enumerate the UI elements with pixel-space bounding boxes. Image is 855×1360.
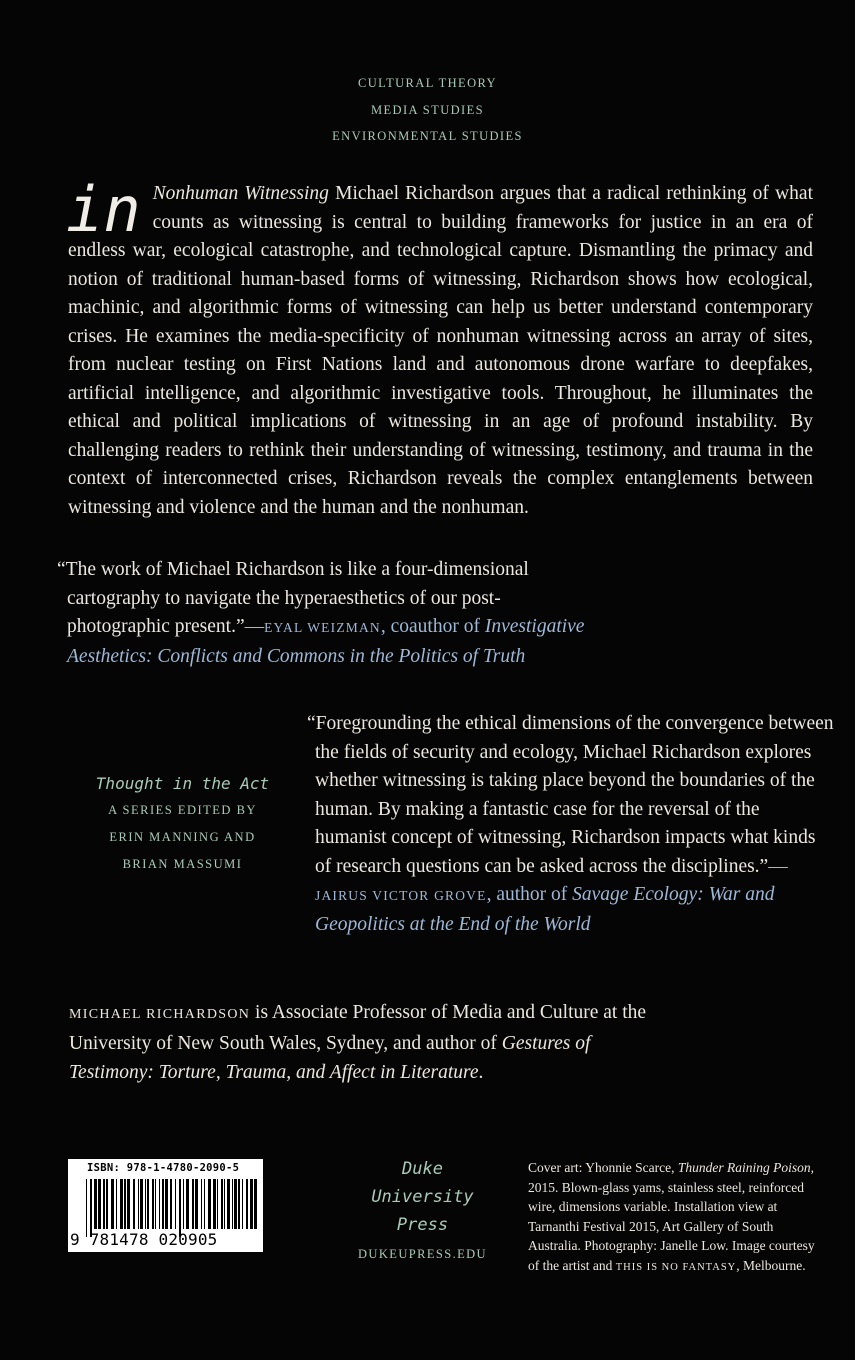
credits-prefix: Cover art: Yhonnie Scarce, — [528, 1160, 678, 1175]
category-media-studies: MEDIA STUDIES — [371, 102, 484, 117]
attribution-dash: — — [244, 616, 265, 637]
barcode-bar — [147, 1179, 149, 1229]
series-editor-line-1: A SERIES EDITED BY — [108, 803, 257, 817]
barcode-bar — [138, 1179, 139, 1229]
barcode-bar — [159, 1179, 160, 1229]
barcode-bar — [170, 1179, 172, 1229]
barcode-bar — [242, 1179, 243, 1229]
barcode-bar — [179, 1179, 181, 1237]
barcode-bar — [155, 1179, 156, 1229]
publisher-line-2: University — [371, 1187, 474, 1207]
book-title: Nonhuman Witnessing — [152, 183, 329, 204]
barcode-bar — [254, 1179, 257, 1229]
barcode-bar — [120, 1179, 123, 1229]
publisher-line-3: Press — [396, 1215, 449, 1235]
barcode-bar — [221, 1179, 223, 1229]
category-environmental-studies: ENVIRONMENTAL STUDIES — [332, 129, 523, 143]
description-text: Michael Richardson argues that a radical rethinking of what counts as witnessing is central to building frameworks for justice in an era of endless war, ecological catastrophe, and technological capture. Dismantling the primacy and notion of traditional human-based forms of witnessing, Richardson shows how ecological, machinic, and algorithmic forms of witnessing can help us better understand contemporary crises. He examines the media-specificity of nonhuman witnessing across an array of sites, from nuclear testing on First Nations land and autonomous drone warfare to deepfakes, artificial intelligence, and algorithmic investigative tools. Throughout, he illuminates the ethical and political implications of witnessing in an age of profound instability. By challenging readers to rethink their understanding of witnessing, testimony, and trauma in the context of interconnected crises, Richardson reveals the complex entanglements between witnessing and violence and the human and the nonhuman. — [68, 183, 813, 518]
barcode-bar — [227, 1179, 230, 1229]
barcode-bar — [186, 1179, 189, 1229]
gallery-name: THIS IS NO FANTASY — [615, 1261, 737, 1273]
barcode-bar — [246, 1179, 248, 1229]
barcode-bar — [232, 1179, 233, 1229]
endorser-work: Savage Ecology: War and Geopolitics at the End of the World — [315, 884, 775, 935]
endorser-role: , author of — [486, 884, 573, 905]
barcode-bar — [111, 1179, 114, 1229]
endorsement-quote-1 — [57, 556, 587, 671]
bio-end: . — [478, 1062, 484, 1083]
barcode-bar — [124, 1179, 126, 1229]
publisher-line-1: Duke — [402, 1159, 443, 1179]
barcode-bar — [213, 1179, 216, 1229]
endorser-name: EYAL WEIZMAN — [264, 620, 381, 635]
barcode-bar — [208, 1179, 211, 1229]
barcode-bar — [217, 1179, 218, 1229]
author-bio — [69, 998, 669, 1087]
barcode-bar — [224, 1179, 225, 1229]
barcode-bar — [140, 1179, 143, 1229]
barcode-bar — [152, 1179, 154, 1229]
quote-text: “Foregrounding the ethical dimensions of the convergence between the fields of security and ecology, Michael Richardson explores whether witnessing is taking place beyond the boundaries of the human. By making a fantastic case for the reversal of the humanist concept of witnessing, Richardson impacts what kinds of research questions can be asked across the disciplines.” — [307, 713, 834, 877]
endorser-work: Investigative Aesthetics: Conflicts and Commons in the Politics of Truth — [67, 616, 585, 667]
isbn-label: ISBN: 978-1-4780-2090-5 — [87, 1162, 240, 1174]
barcode-bar — [98, 1179, 101, 1229]
publisher-url: DUKEUPRESS.EDU — [358, 1247, 487, 1261]
credits-text: , 2015. Blown-glass yams, stainless steel, reinforced wire, dimensions variable. Installation view at Tarnanthi Festival 2015, Art Gallery of South Australia. Photography: Janelle Low. Image courtesy of the artist and — [528, 1160, 815, 1273]
barcode-bar — [201, 1179, 202, 1229]
attribution-dash: — — [768, 855, 788, 877]
barcode-bar — [127, 1179, 130, 1229]
barcode-bar — [195, 1179, 198, 1229]
cover-credits — [528, 1158, 828, 1277]
category-cultural-theory: CULTURAL THEORY — [358, 76, 497, 90]
series-editor-line-2: ERIN MANNING AND — [109, 830, 256, 844]
barcode-bar — [103, 1179, 105, 1229]
endorser-role: , coauthor of — [380, 616, 485, 637]
artwork-title: Thunder Raining Poison — [677, 1160, 811, 1175]
book-description — [66, 173, 813, 522]
drop-cap: in — [66, 173, 141, 246]
isbn-barcode — [68, 1159, 263, 1252]
barcode-bar — [192, 1179, 194, 1229]
barcode-digits: 9 781478 020905 — [70, 1230, 218, 1249]
series-info — [70, 771, 295, 878]
publisher-logo — [320, 1155, 525, 1262]
barcode-bar — [250, 1179, 253, 1229]
category-list — [0, 70, 855, 150]
credits-end: , Melbourne. — [736, 1257, 806, 1273]
barcode-bar — [162, 1179, 164, 1229]
endorser-name: JAIRUS VICTOR GROVE — [315, 888, 487, 903]
barcode-bar — [238, 1179, 240, 1229]
barcode-bar — [94, 1179, 97, 1229]
barcode-bar — [106, 1179, 108, 1229]
barcode-bar — [116, 1179, 117, 1229]
barcode-bar — [165, 1179, 168, 1229]
author-prior-work: Gestures of Testimony: Torture, Trauma, and Affect in Literature — [69, 1033, 591, 1083]
barcode-bar — [175, 1179, 176, 1229]
barcode-bar — [183, 1179, 184, 1229]
barcode-bar — [145, 1179, 146, 1229]
author-name: MICHAEL RICHARDSON — [69, 1007, 251, 1022]
series-name: Thought in the Act — [95, 774, 270, 793]
endorsement-quote-2 — [307, 710, 835, 939]
bio-text: is Associate Professor of Media and Culture at the University of New South Wales, Sydney, and author of — [69, 1002, 647, 1054]
barcode-bar — [86, 1179, 87, 1237]
barcode-bar — [133, 1179, 135, 1229]
barcode-bar — [234, 1179, 237, 1229]
quote-text: “The work of Michael Richardson is like a four-dimensional cartography to navigate the hyperaesthetics of our post-photographic present.” — [57, 559, 529, 637]
series-editor-line-3: BRIAN MASSUMI — [122, 857, 243, 871]
barcode-bar — [204, 1179, 205, 1229]
barcode-bar — [90, 1179, 92, 1237]
